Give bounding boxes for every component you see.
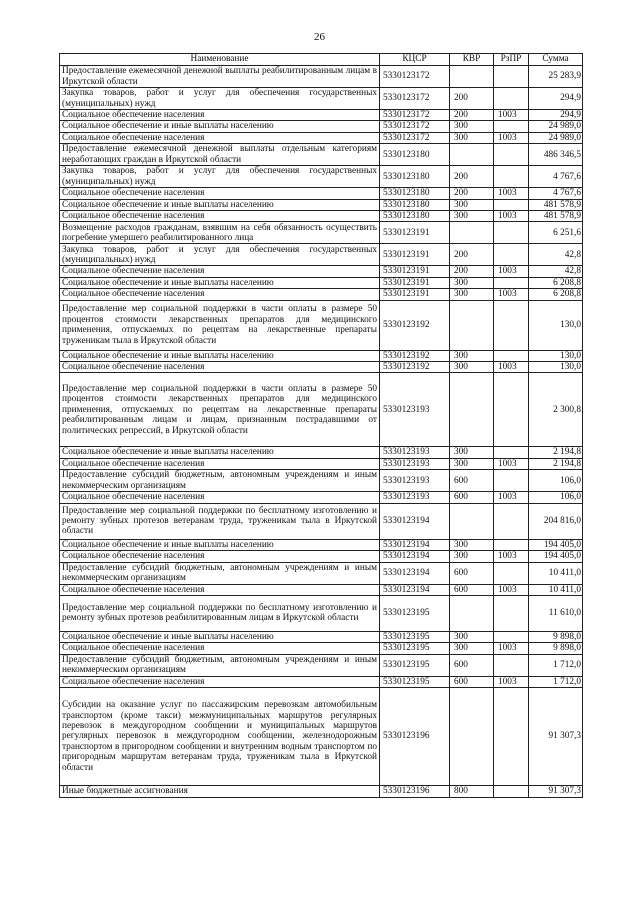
cell-kvr: 300 [450,121,494,132]
table-row [60,188,583,199]
table-row [60,362,583,373]
cell-name: Предоставление субсидий бюджетным, автономным учреждениям и иным некоммерческим организациям [60,562,380,584]
cell-name: Социальное обеспечение и иные выплаты населению [60,121,380,132]
table-row [60,447,583,458]
cell-sum: 294,9 [529,110,583,121]
cell-name: Социальное обеспечение и иные выплаты населению [60,199,380,210]
cell-kvr: 600 [450,562,494,584]
cell-kvr: 200 [450,188,494,199]
cell-name: Социальное обеспечение и иные выплаты населению [60,277,380,288]
cell-rzpr: 1003 [494,551,529,562]
cell-kvr: 200 [450,244,494,266]
cell-sum: 2 194,8 [529,447,583,458]
table-row [60,199,583,210]
cell-name: Социальное обеспечение населения [60,289,380,300]
table-row [60,643,583,654]
cell-kvr: 600 [450,676,494,687]
cell-sum: 11 610,0 [529,595,583,631]
cell-sum: 130,0 [529,300,583,350]
cell-name: Предоставление мер социальной поддержки по бесплатному изготовлению и ремонту зубных протезов ветеранам труда, труженикам тыла в Иркутской области [60,503,380,539]
cell-rzpr: 1003 [494,110,529,121]
cell-name: Социальное обеспечение населения [60,643,380,654]
cell-sum: 6 251,6 [529,222,583,244]
table-row [60,266,583,277]
cell-rzpr [494,595,529,631]
cell-kvr [450,595,494,631]
table-row [60,458,583,469]
cell-kvr [450,300,494,350]
cell-name: Социальное обеспечение населения [60,458,380,469]
cell-code: 5330123194 [380,503,450,539]
cell-kvr: 200 [450,266,494,277]
cell-kvr [450,688,494,786]
cell-sum: 2 300,8 [529,373,583,447]
cell-code: 5330123172 [380,88,450,110]
table-row [60,503,583,539]
cell-name: Социальное обеспечение и иные выплаты населению [60,447,380,458]
cell-sum: 1 712,0 [529,676,583,687]
cell-name: Социальное обеспечение населения [60,188,380,199]
cell-name: Социальное обеспечение населения [60,362,380,373]
table-row [60,66,583,88]
cell-sum: 4 767,6 [529,188,583,199]
cell-sum: 10 411,0 [529,562,583,584]
cell-kvr: 200 [450,88,494,110]
cell-kvr [450,222,494,244]
table-row [60,222,583,244]
cell-code: 5330123172 [380,110,450,121]
cell-sum: 481 578,9 [529,199,583,210]
cell-rzpr: 1003 [494,492,529,503]
cell-code: 5330123180 [380,144,450,166]
cell-sum: 24 989,0 [529,132,583,143]
cell-code: 5330123196 [380,786,450,797]
table-body [60,66,583,798]
cell-name: Социальное обеспечение и иные выплаты населению [60,539,380,550]
cell-rzpr [494,447,529,458]
cell-sum: 42,8 [529,244,583,266]
cell-kvr: 300 [450,289,494,300]
cell-name: Закупка товаров, работ и услуг для обеспечения государственных (муниципальных) нужд [60,244,380,266]
header-sum: Сумма [529,54,583,66]
cell-kvr: 300 [450,211,494,222]
cell-rzpr [494,631,529,642]
cell-code: 5330123195 [380,595,450,631]
cell-rzpr [494,121,529,132]
cell-name: Иные бюджетные ассигнования [60,786,380,797]
cell-rzpr: 1003 [494,188,529,199]
cell-sum: 204 816,0 [529,503,583,539]
table-row [60,277,583,288]
cell-rzpr [494,688,529,786]
cell-kvr: 800 [450,786,494,797]
cell-rzpr: 1003 [494,211,529,222]
cell-name: Социальное обеспечение и иные выплаты населению [60,350,380,361]
cell-rzpr [494,244,529,266]
cell-rzpr [494,300,529,350]
cell-sum: 2 194,8 [529,458,583,469]
cell-code: 5330123172 [380,121,450,132]
cell-code: 5330123191 [380,266,450,277]
cell-kvr: 300 [450,458,494,469]
cell-code: 5330123193 [380,458,450,469]
cell-name: Закупка товаров, работ и услуг для обеспечения государственных (муниципальных) нужд [60,166,380,188]
cell-code: 5330123192 [380,350,450,361]
cell-name: Предоставление ежемесячной денежной выплаты отдельным категориям неработающих граждан в Иркутской области [60,144,380,166]
cell-name: Социальное обеспечение населения [60,266,380,277]
cell-name: Предоставление мер социальной поддержки в части оплаты в размере 50 процентов стоимости лекарственных препаратов для медицинского применения, отпускаемых по рецептам на лекарственные препараты труженикам тыла в Иркутской области [60,300,380,350]
cell-kvr [450,373,494,447]
cell-rzpr [494,373,529,447]
cell-sum: 9 898,0 [529,643,583,654]
cell-sum: 481 578,9 [529,211,583,222]
cell-kvr: 200 [450,110,494,121]
cell-rzpr [494,66,529,88]
cell-kvr: 300 [450,132,494,143]
table-header-row [60,54,583,66]
table-row [60,654,583,676]
cell-code: 5330123195 [380,643,450,654]
table-row [60,373,583,447]
cell-code: 5330123172 [380,66,450,88]
cell-code: 5330123193 [380,492,450,503]
cell-sum: 294,9 [529,88,583,110]
cell-name: Предоставление мер социальной поддержки по бесплатному изготовлению и ремонту зубных протезов реабилитированным лицам в Иркутской области [60,595,380,631]
cell-name: Социальное обеспечение населения [60,492,380,503]
table-row [60,584,583,595]
cell-code: 5330123191 [380,277,450,288]
cell-kvr: 300 [450,277,494,288]
cell-rzpr: 1003 [494,132,529,143]
table-row [60,350,583,361]
cell-kvr: 600 [450,492,494,503]
cell-name: Предоставление ежемесячной денежной выплаты реабилитированным лицам в Иркутской области [60,66,380,88]
table-row [60,551,583,562]
cell-sum: 9 898,0 [529,631,583,642]
cell-code: 5330123172 [380,132,450,143]
cell-kvr: 300 [450,631,494,642]
cell-code: 5330123194 [380,584,450,595]
cell-kvr: 300 [450,551,494,562]
table-row [60,211,583,222]
budget-table [59,53,583,798]
cell-name: Предоставление мер социальной поддержки в части оплаты в размере 50 процентов стоимости лекарственных препаратов для медицинского применения, отпускаемых по рецептам на лекарственные препараты реабилитированным лицам и лицам, признанным пострадавшими от политических репрессий, в Иркутской области [60,373,380,447]
table-row [60,121,583,132]
cell-code: 5330123180 [380,199,450,210]
cell-sum: 130,0 [529,350,583,361]
cell-name: Социальное обеспечение и иные выплаты населению [60,631,380,642]
cell-sum: 42,8 [529,266,583,277]
table-row [60,88,583,110]
cell-code: 5330123193 [380,447,450,458]
table-row [60,786,583,797]
cell-code: 5330123192 [380,362,450,373]
cell-sum: 6 208,8 [529,289,583,300]
cell-sum: 106,0 [529,492,583,503]
cell-kvr: 600 [450,470,494,492]
cell-sum: 24 989,0 [529,121,583,132]
cell-kvr [450,144,494,166]
table-row [60,631,583,642]
table-row [60,492,583,503]
cell-sum: 486 346,5 [529,144,583,166]
table-row [60,289,583,300]
cell-name: Субсидии на оказание услуг по пассажирским перевозкам автомобильным транспортом (кроме такси) межмуниципальных маршрутов регулярных перевозок в междугородном сообщении и муниципальных маршрутов регулярных перевозок в междугородном сообщении, железнодорожным транспортом в пригородном сообщении и внутренним водным транспортом по пригородным маршрутам ветеранам труда, труженикам тыла в Иркутской области [60,688,380,786]
cell-sum: 4 767,6 [529,166,583,188]
table-row [60,300,583,350]
cell-code: 5330123192 [380,300,450,350]
cell-rzpr: 1003 [494,362,529,373]
table-row [60,132,583,143]
cell-rzpr [494,88,529,110]
header-rzpr: РзПР [494,54,529,66]
cell-rzpr [494,166,529,188]
cell-kvr [450,66,494,88]
cell-name: Социальное обеспечение населения [60,211,380,222]
cell-rzpr [494,786,529,797]
table-row [60,595,583,631]
table-row [60,166,583,188]
cell-code: 5330123193 [380,373,450,447]
cell-rzpr [494,539,529,550]
cell-code: 5330123180 [380,211,450,222]
table-row [60,688,583,786]
cell-rzpr [494,144,529,166]
cell-name: Предоставление субсидий бюджетным, автономным учреждениям и иным некоммерческим организациям [60,470,380,492]
cell-code: 5330123193 [380,470,450,492]
cell-sum: 6 208,8 [529,277,583,288]
cell-rzpr [494,199,529,210]
cell-code: 5330123194 [380,539,450,550]
cell-name: Предоставление субсидий бюджетным, автономным учреждениям и иным некоммерческим организациям [60,654,380,676]
cell-rzpr: 1003 [494,458,529,469]
cell-rzpr: 1003 [494,584,529,595]
cell-kvr: 300 [450,199,494,210]
cell-kvr: 300 [450,362,494,373]
cell-rzpr [494,503,529,539]
cell-sum: 25 283,9 [529,66,583,88]
cell-code: 5330123196 [380,688,450,786]
cell-name: Социальное обеспечение населения [60,584,380,595]
cell-rzpr: 1003 [494,266,529,277]
cell-sum: 194 405,0 [529,539,583,550]
cell-rzpr [494,654,529,676]
cell-code: 5330123191 [380,244,450,266]
cell-code: 5330123195 [380,631,450,642]
cell-code: 5330123194 [380,551,450,562]
cell-rzpr [494,350,529,361]
cell-name: Социальное обеспечение населения [60,551,380,562]
cell-sum: 194 405,0 [529,551,583,562]
cell-kvr [450,503,494,539]
table-row [60,144,583,166]
cell-code: 5330123194 [380,562,450,584]
cell-name: Социальное обеспечение населения [60,132,380,143]
cell-sum: 1 712,0 [529,654,583,676]
cell-name: Возмещение расходов гражданам, взявшим на себя обязанность осуществить погребение умершего реабилитированного лица [60,222,380,244]
cell-kvr: 600 [450,584,494,595]
header-code: КЦСР [380,54,450,66]
cell-name: Социальное обеспечение населения [60,110,380,121]
cell-rzpr [494,222,529,244]
cell-sum: 130,0 [529,362,583,373]
cell-code: 5330123191 [380,222,450,244]
cell-code: 5330123191 [380,289,450,300]
cell-code: 5330123180 [380,188,450,199]
cell-rzpr [494,562,529,584]
cell-kvr: 300 [450,350,494,361]
cell-rzpr [494,277,529,288]
cell-sum: 106,0 [529,470,583,492]
header-kvr: КВР [450,54,494,66]
cell-name: Социальное обеспечение населения [60,676,380,687]
table-row [60,676,583,687]
cell-code: 5330123195 [380,654,450,676]
cell-sum: 91 307,3 [529,688,583,786]
cell-rzpr: 1003 [494,676,529,687]
table-row [60,470,583,492]
cell-name: Закупка товаров, работ и услуг для обеспечения государственных (муниципальных) нужд [60,88,380,110]
table-row [60,244,583,266]
cell-kvr: 300 [450,539,494,550]
table-row [60,539,583,550]
cell-sum: 10 411,0 [529,584,583,595]
table-row [60,562,583,584]
header-name: Наименование [60,54,380,66]
cell-rzpr: 1003 [494,289,529,300]
cell-kvr: 200 [450,166,494,188]
cell-kvr: 600 [450,654,494,676]
table-row [60,110,583,121]
cell-kvr: 300 [450,643,494,654]
page-number: 26 [314,31,325,43]
cell-sum: 91 307,3 [529,786,583,797]
cell-rzpr [494,470,529,492]
cell-code: 5330123195 [380,676,450,687]
cell-kvr: 300 [450,447,494,458]
cell-code: 5330123180 [380,166,450,188]
cell-rzpr: 1003 [494,643,529,654]
